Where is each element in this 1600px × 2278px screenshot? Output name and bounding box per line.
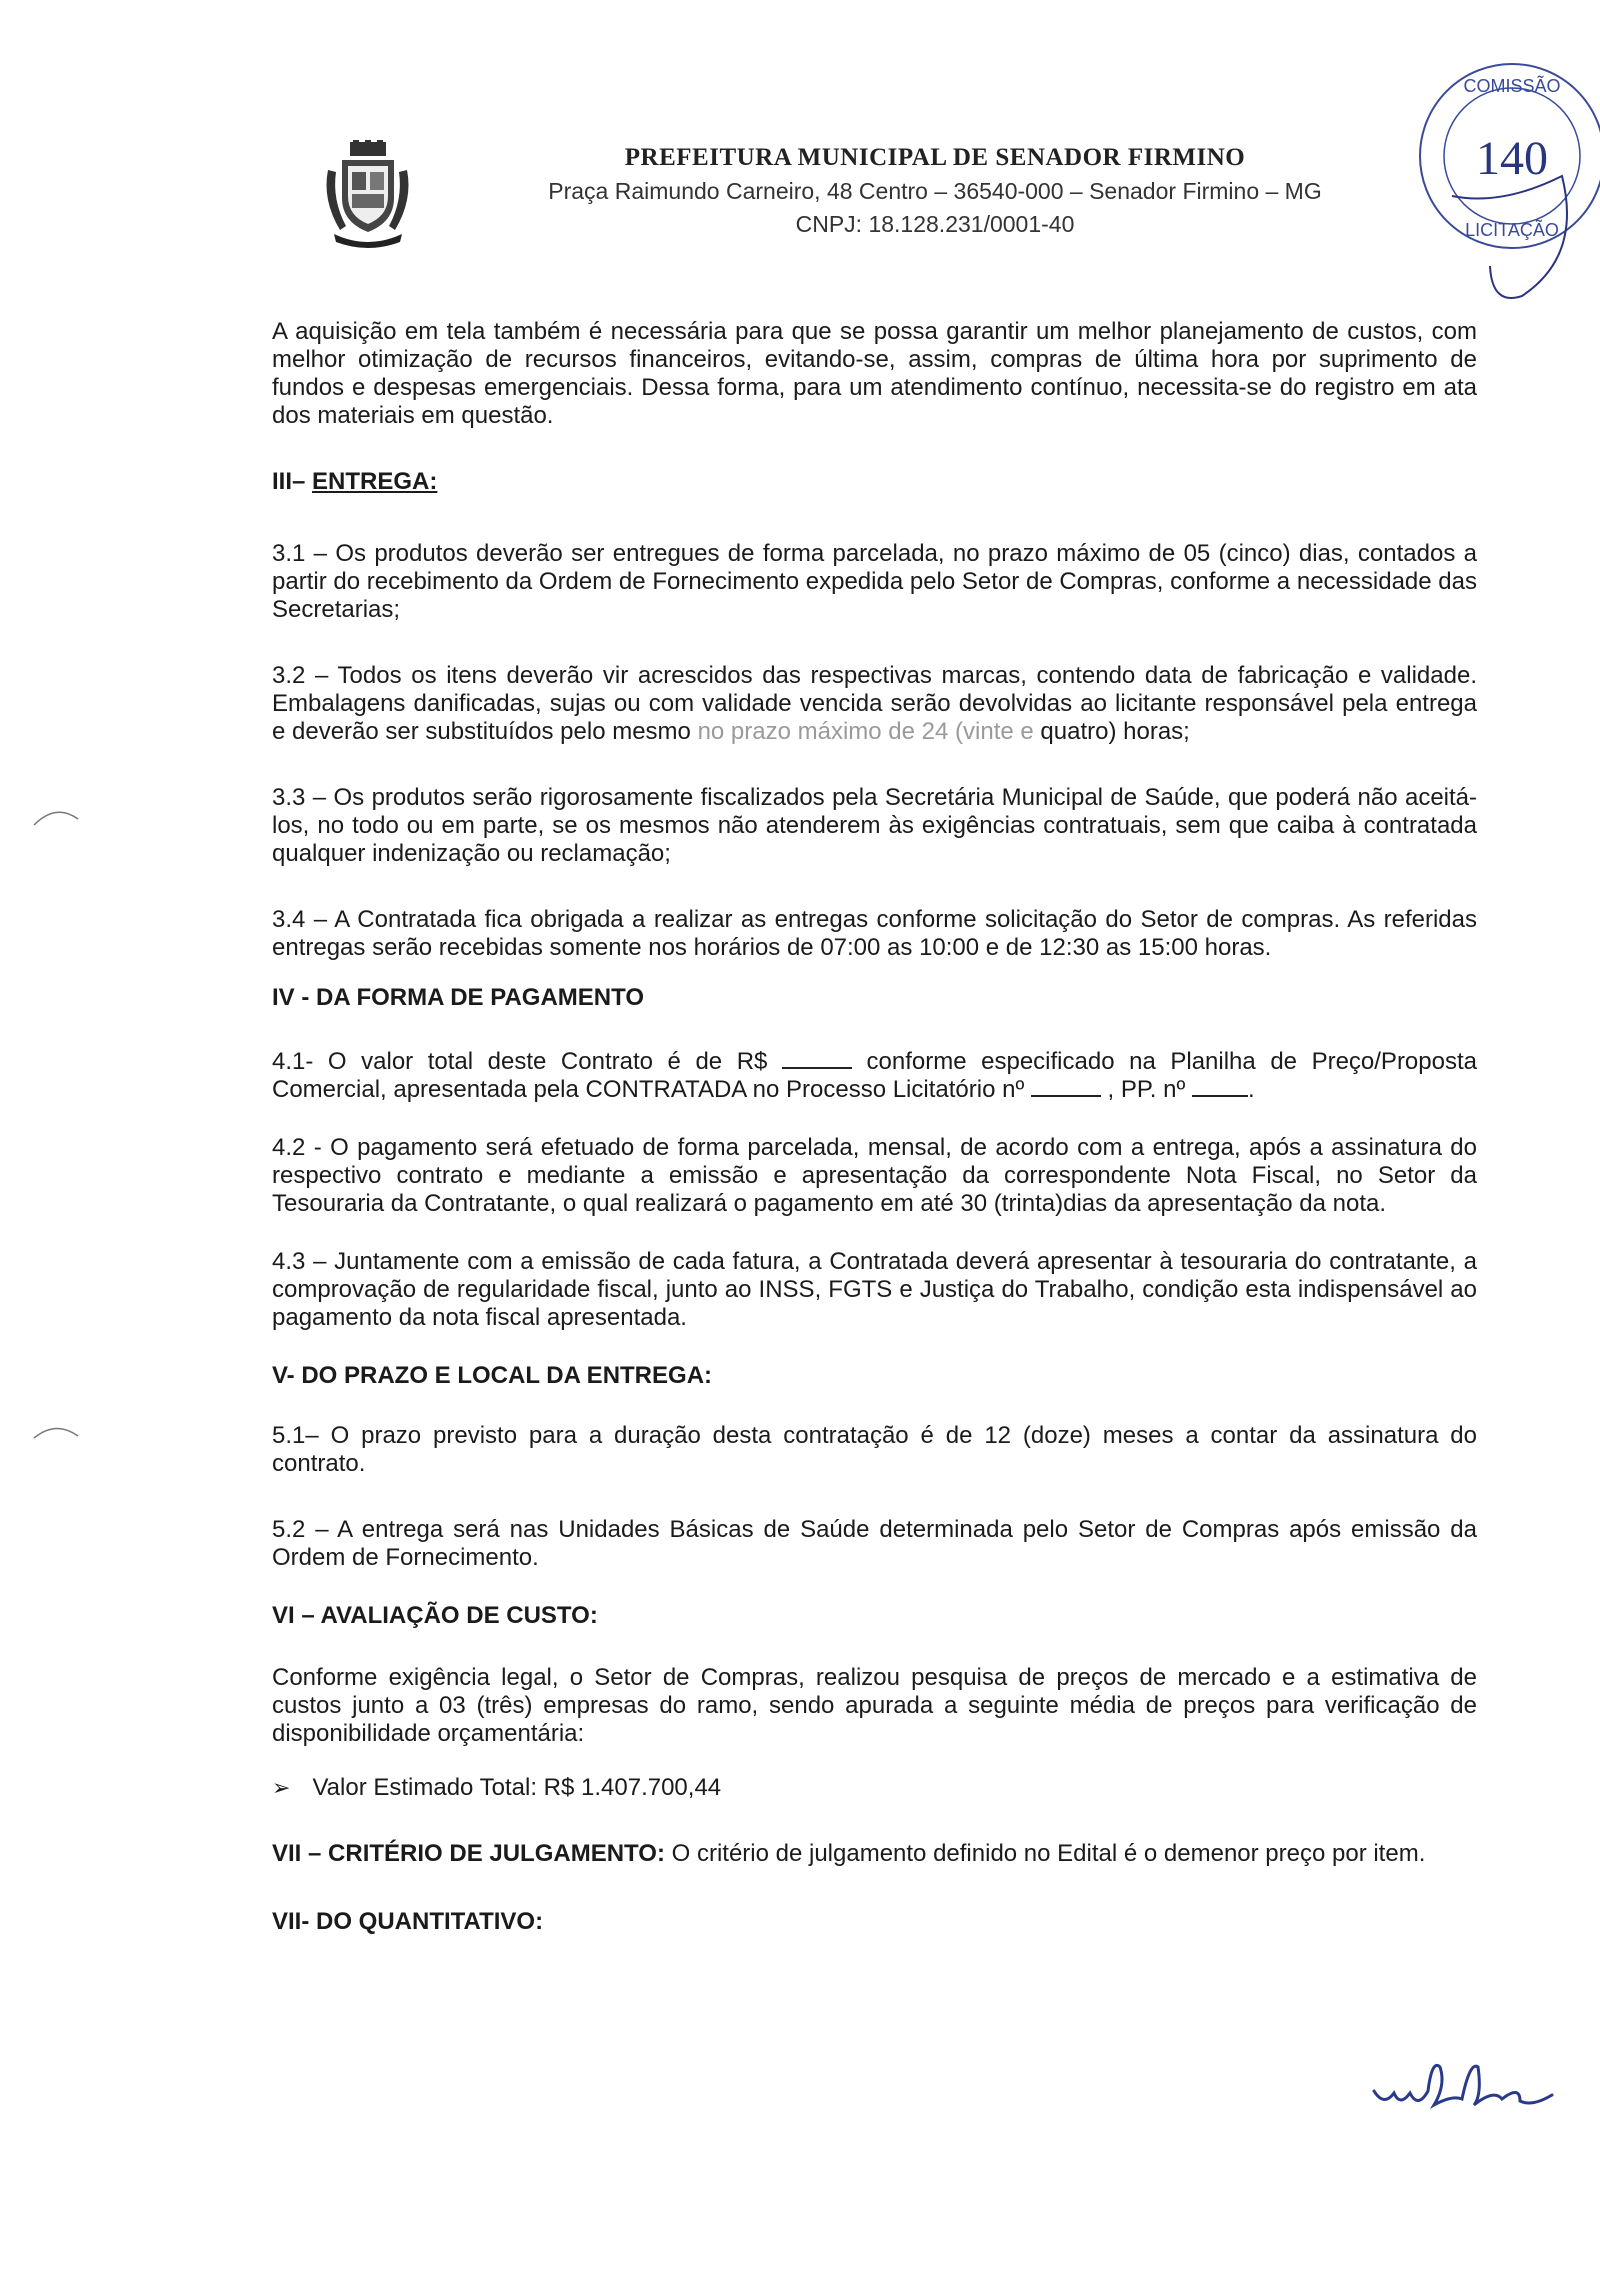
process-number-blank — [1031, 1077, 1101, 1097]
estimated-value-item — [272, 1774, 1477, 1802]
arrow-bullet-icon: ➢ — [272, 1775, 291, 1800]
address-line: Praça Raimundo Carneiro, 48 Centro – 36540-000 – Senador Firmino – MG — [548, 178, 1322, 204]
section-entrega-title: ENTREGA: — [312, 468, 438, 495]
section-prazo-heading: V- DO PRAZO E LOCAL DA ENTREGA: — [272, 1362, 713, 1389]
section-quantitativo-heading: VII- DO QUANTITATIVO: — [272, 1908, 544, 1935]
clause-5-1: 5.1– O prazo previsto para a duração desta contratação é de 12 (doze) meses a contar da assinatura do contrato. — [272, 1422, 1477, 1477]
commission-stamp — [1412, 56, 1600, 316]
coat-of-arms-icon — [320, 140, 415, 250]
pp-number-blank — [1192, 1077, 1248, 1097]
section-custo-heading: VI – AVALIAÇÃO DE CUSTO: — [272, 1602, 598, 1629]
criterion-title: VII – CRITÉRIO DE JULGAMENTO: — [272, 1840, 665, 1867]
clause-4-3: 4.3 – Juntamente com a emissão de cada fatura, a Contratada deverá apresentar à tesouraria do contratante, a comprovação de regularidade fiscal, junto ao INSS, FGTS e Justiça do Trabalho, condição esta indispensável ao pagamento da nota fiscal apresentada. — [272, 1248, 1477, 1331]
cost-paragraph: Conforme exigência legal, o Setor de Compras, realizou pesquisa de preços de mercado e a estimativa de custos junto a 03 (três) empresas do ramo, sendo apurada a seguinte média de preços para verificação de disponibilidade orçamentária: — [272, 1664, 1477, 1747]
criterion-paragraph — [272, 1840, 1477, 1868]
clause-4-1-text-a: 4.1- O valor total deste Contrato é de R$ — [272, 1048, 768, 1075]
criterion-text: O critério de julgamento definido no Edital é o demenor preço por item. — [671, 1840, 1426, 1867]
clause-4-1-text-c: , PP. nº — [1107, 1076, 1186, 1103]
municipality-title: PREFEITURA MUNICIPAL DE SENADOR FIRMINO — [624, 144, 1246, 171]
clause-3-3: 3.3 – Os produtos serão rigorosamente fiscalizados pela Secretária Municipal de Saúde, que poderá não aceitá-los, no todo ou em parte, se os mesmos não atenderem às exigências contratuais, sem que caiba à contratada qualquer indenização ou reclamação; — [272, 784, 1477, 867]
clause-4-2: 4.2 - O pagamento será efetuado de forma parcelada, mensal, de acordo com a entrega, após a assinatura do respectivo contrato e mediante a emissão e apresentação da correspondente Nota Fiscal, no Setor da Tesouraria da Contratante, o qual realizará o pagamento em até 30 (trinta)dias da apresentação da nota. — [272, 1134, 1477, 1217]
section-entrega-heading — [272, 468, 1477, 496]
margin-mark — [30, 805, 82, 829]
stamp-number: 140 — [1476, 132, 1548, 185]
clause-3-2-faint-text: no prazo máximo de 24 (vinte e — [697, 718, 1034, 745]
clause-3-2 — [272, 662, 1477, 746]
value-blank — [782, 1049, 852, 1069]
intro-paragraph: A aquisição em tela também é necessária para que se possa garantir um melhor planejamento de custos, com melhor otimização de recursos financeiros, evitando-se, assim, compras de última hora por suprimento de fundos e despesas emergenciais. Dessa forma, para um atendimento contínuo, necessita-se do registro em ata dos materiais em questão. — [272, 318, 1477, 429]
clause-4-1-text-b: conforme especificado na Planilha de Preço/Proposta Comercial, apresentada pela CONTRATADA no Processo Licitatório nº — [272, 1048, 1477, 1103]
clause-4-1 — [272, 1048, 1477, 1104]
estimated-value-text: Valor Estimado Total: R$ 1.407.700,44 — [312, 1774, 722, 1801]
margin-mark — [30, 1420, 82, 1444]
stamp-top-text: COMISSÃO — [1463, 76, 1561, 96]
letterhead — [320, 130, 1450, 250]
section-pagamento-heading: IV - DA FORMA DE PAGAMENTO — [272, 984, 644, 1011]
clause-4-1-text-d: . — [1247, 1076, 1255, 1103]
section-entrega-prefix: III– — [272, 468, 306, 495]
clause-3-4: 3.4 – A Contratada fica obrigada a realizar as entregas conforme solicitação do Setor de compras. As referidas entregas serão recebidas somente nos horários de 07:00 as 10:00 e de 12:30 as 15:00 horas. — [272, 906, 1477, 961]
clause-3-2-end: quatro) horas; — [1040, 718, 1190, 745]
stamp-bottom-text: LICITAÇÃO — [1465, 220, 1559, 240]
clause-3-1: 3.1 – Os produtos deverão ser entregues de forma parcelada, no prazo máximo de 05 (cinco) dias, contados a partir do recebimento da Ordem de Fornecimento expedida pelo Setor de Compras, conforme a necessidade das Secretarias; — [272, 540, 1477, 623]
cnpj-line: CNPJ: 18.128.231/0001-40 — [795, 211, 1075, 237]
document-body — [272, 318, 1477, 1980]
signature-initials — [1370, 2055, 1560, 2125]
clause-3-2-text: 3.2 – Todos os itens deverão vir acrescidos das respectivas marcas, contendo data de fabricação e validade. Embalagens danificadas, sujas ou com validade vencida serão devolvidas ao licitante responsável pela entrega e deverão ser substituídos pelo mesmo — [272, 662, 1477, 745]
letterhead-text — [445, 144, 1425, 238]
clause-5-2: 5.2 – A entrega será nas Unidades Básicas de Saúde determinada pelo Setor de Compras após emissão da Ordem de Fornecimento. — [272, 1516, 1477, 1571]
